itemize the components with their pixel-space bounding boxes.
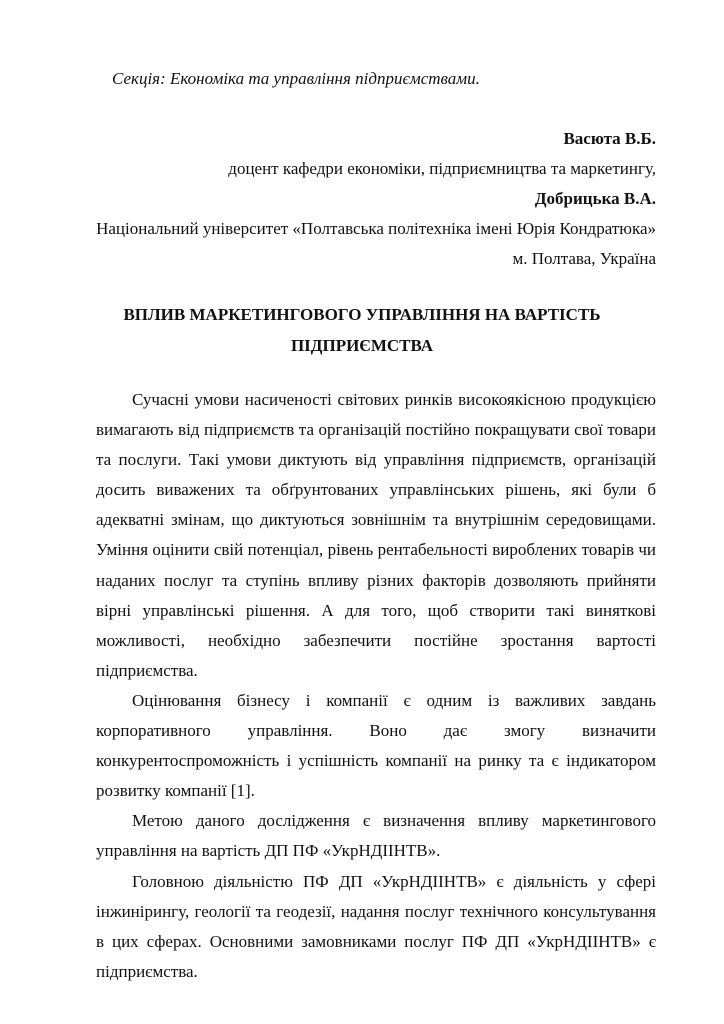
- author-affiliation-2: Національний університет «Полтавська політехніка імені Юрія Кондратюка»: [96, 219, 656, 238]
- paragraph-2: Оцінювання бізнесу і компанії є одним із важливих завдань корпоративного управління. Воно дає змогу визначити конкурентоспроможність і успішність компанії на ринку та є індикатором розвитку компанії [1].: [96, 690, 656, 801]
- paragraph-4: Головною діяльністю ПФ ДП «УкрНДІІНТВ» є діяльність у сфері інжинірингу, геології та геодезії, надання послуг технічного консультування в цих сферах. Основними замовниками послуг ПФ ДП «УкрНДІІНТВ» є підприємства.: [96, 871, 656, 981]
- author-affiliation-1: доцент кафедри економіки, підприємництва та маркетингу,: [228, 159, 656, 178]
- author-location: м. Полтава, Україна: [512, 249, 656, 268]
- author-name-1: Васюта В.Б.: [563, 129, 656, 148]
- paragraph-3: Метою даного дослідження є визначення впливу маркетингового управління на вартість ДП ПФ «УкрНДІІНТВ».: [96, 811, 656, 861]
- paper-title-line-2: ПІДПРИЄМСТВА: [290, 336, 434, 355]
- author-name-2: Добрицька В.А.: [534, 189, 656, 208]
- paper-title-line-1: ВПЛИВ МАРКЕТИНГОВОГО УПРАВЛІННЯ НА ВАРТІСТЬ: [123, 305, 601, 324]
- paragraph-1: Сучасні умови насиченості світових ринків високоякісною продукцією вимагають від підприємств та організацій постійно покращувати свої товари та послуги. Такі умови диктують від управління підприємств, організацій досить виважених та обґрунтованих управлінських рішень, які були б адекватні змінам, що диктуються зовнішнім та внутрішнім середовищами. Уміння оцінити свій потенціал, рівень рентабельності вироблених товарів чи наданих послуг та ступінь впливу різних факторів дозволяють прийняти вірні управлінські рішення. А для того, щоб створити такі виняткові можливості, необхідно забезпечити постійне зростання вартості підприємства.: [96, 390, 656, 680]
- section-label: Секція: Економіка та управління підприємствами.: [112, 69, 480, 88]
- paper-body: [96, 385, 656, 987]
